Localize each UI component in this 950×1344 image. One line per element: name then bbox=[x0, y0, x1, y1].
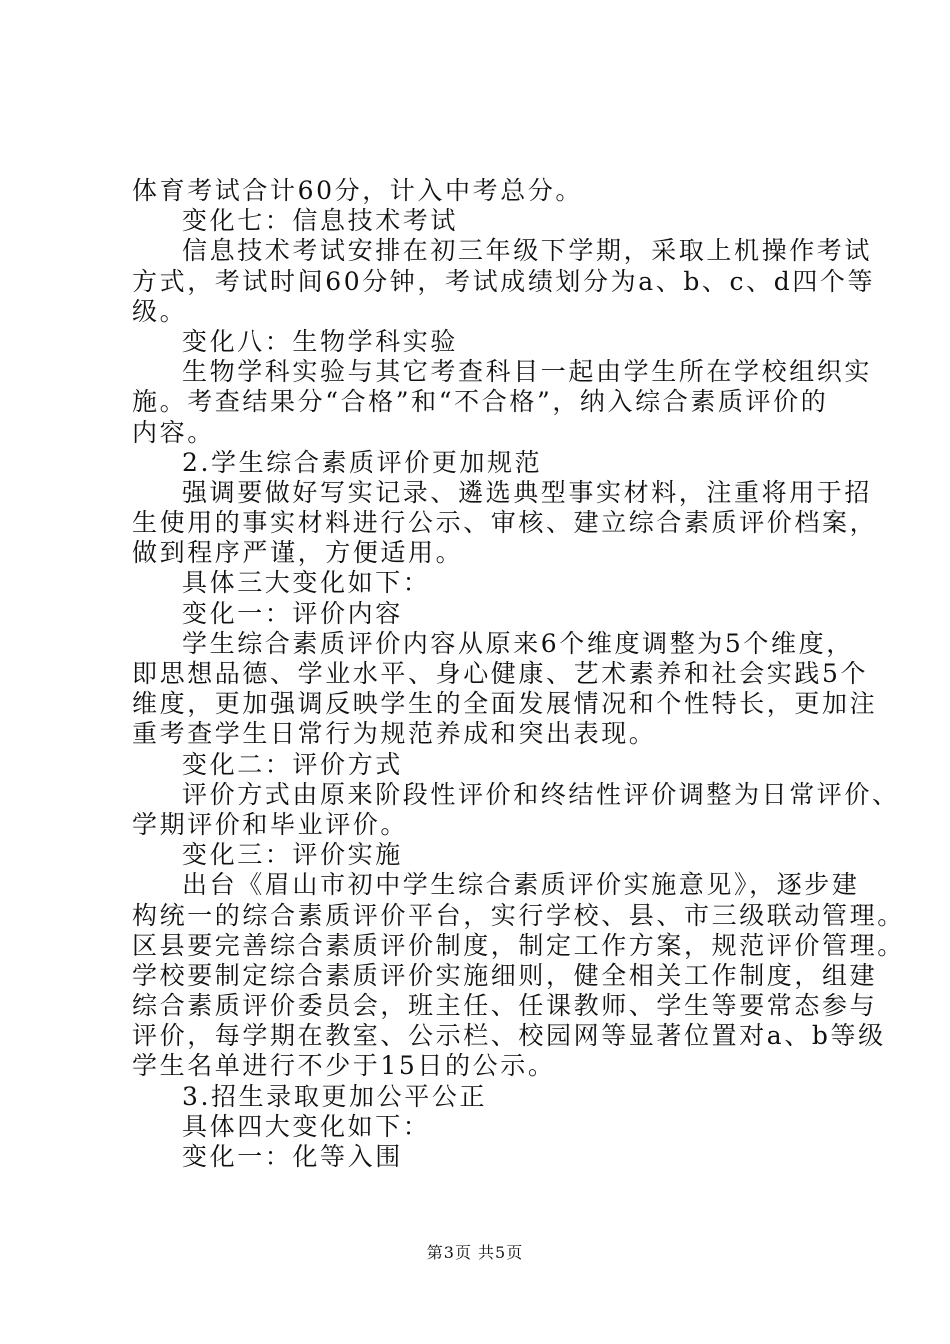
heading-text: 变化八：生物学科实验 bbox=[182, 326, 459, 356]
text-line: 综合素质评价委员会，班主任、任课教师、学生等要常态参与 bbox=[132, 991, 878, 1021]
heading-change-1 bbox=[132, 599, 838, 629]
heading-text: 变化三：评价实施 bbox=[182, 840, 403, 870]
text-line: 维度，更加强调反映学生的全面发展情况和个性特长，更加注 bbox=[132, 689, 878, 719]
heading-change-3 bbox=[132, 840, 838, 870]
text-line: 学期评价和毕业评价。 bbox=[132, 809, 409, 839]
paragraph-eval-content bbox=[132, 628, 878, 750]
heading-text: 变化一：化等入围 bbox=[182, 1142, 403, 1171]
paragraph-biology-lab bbox=[132, 357, 873, 448]
text-line: 强调要做好写实记录、遴选典型事实材料，注重将用于招 bbox=[182, 477, 873, 507]
text-line: 做到程序严谨，方便适用。 bbox=[132, 538, 464, 568]
text-line: 评价，每学期在教室、公示栏、校园网等显著位置对a、b等级 bbox=[132, 1021, 886, 1051]
page-number: 第3页 共5页 bbox=[426, 1243, 524, 1262]
text-line: 方式，考试时间60分钟，考试成绩划分为a、b、c、d四个等 bbox=[132, 266, 876, 296]
text-line: 学校要制定综合素质评价实施细则，健全相关工作制度，组建 bbox=[132, 960, 878, 990]
heading-text: 具体三大变化如下： bbox=[182, 568, 431, 598]
text-line: 内容。 bbox=[132, 417, 215, 447]
text-line: 生使用的事实材料进行公示、审核、建立综合素质评价档案， bbox=[132, 508, 878, 538]
text-line: 重考查学生日常行为规范养成和突出表现。 bbox=[132, 719, 657, 749]
text-line: 评价方式由原来阶段性评价和终结性评价调整为日常评价、 bbox=[182, 779, 900, 809]
paragraph-records bbox=[132, 477, 878, 569]
heading-text: 变化二：评价方式 bbox=[182, 749, 403, 779]
heading-change-1-admission bbox=[132, 1142, 838, 1172]
paragraph-eval-implementation bbox=[132, 870, 905, 1081]
paragraph-eval-method bbox=[132, 779, 900, 840]
text-line: 生物学科实验与其它考查科目一起由学生所在学校组织实 bbox=[182, 357, 873, 387]
heading-four-changes bbox=[132, 1112, 838, 1142]
heading-change-2 bbox=[132, 750, 838, 780]
paragraph-pe-score bbox=[132, 176, 838, 206]
paragraph-it-exam bbox=[132, 236, 876, 327]
text-line: 出台《眉山市初中学生综合素质评价实施意见》，逐步建 bbox=[182, 870, 860, 900]
heading-text: 具体四大变化如下： bbox=[182, 1111, 431, 1141]
text-line: 学生综合素质评价内容从原来6个维度调整为5个维度， bbox=[182, 628, 854, 658]
heading-change-8 bbox=[132, 327, 838, 357]
heading-text: 变化七：信息技术考试 bbox=[182, 206, 459, 236]
heading-text: 3.招生录取更加公平公正 bbox=[182, 1081, 488, 1111]
heading-section-2 bbox=[132, 448, 838, 478]
heading-section-3 bbox=[132, 1082, 838, 1112]
text-line: 区县要完善综合素质评价制度，制定工作方案，规范评价管理。 bbox=[132, 930, 905, 960]
text-line: 体育考试合计60分，计入中考总分。 bbox=[132, 176, 584, 205]
text-line: 施。考查结果分“合格”和“不合格”，纳入综合素质评价的 bbox=[132, 387, 829, 417]
heading-three-changes bbox=[132, 568, 838, 598]
text-line: 信息技术考试安排在初三年级下学期，采取上机操作考试 bbox=[182, 236, 873, 266]
text-line: 级。 bbox=[132, 296, 188, 326]
text-line: 构统一的综合素质评价平台，实行学校、县、市三级联动管理。 bbox=[132, 900, 905, 930]
text-line: 学生名单进行不少于15日的公示。 bbox=[132, 1051, 556, 1081]
text-line: 即思想品德、学业水平、身心健康、艺术素养和社会实践5个 bbox=[132, 659, 869, 688]
document-body bbox=[132, 176, 905, 1172]
heading-text: 2.学生综合素质评价更加规范 bbox=[182, 447, 543, 477]
heading-text: 变化一：评价内容 bbox=[182, 598, 403, 628]
heading-change-7 bbox=[132, 206, 838, 236]
